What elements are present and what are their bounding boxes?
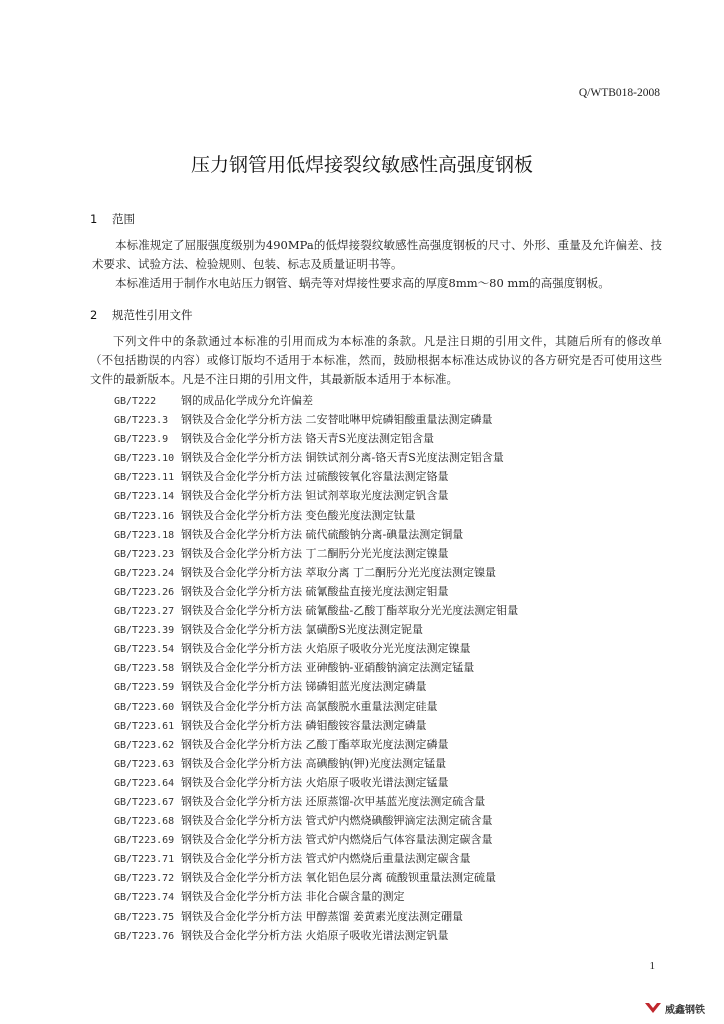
reference-item (114, 658, 634, 677)
reference-code: GB/T223.24 (114, 567, 175, 579)
reference-item (114, 735, 634, 754)
reference-title: 钢铁及合金化学分析方法 硫代硫酸钠分离-碘量法测定铜量 (181, 527, 464, 541)
reference-item (114, 887, 634, 906)
reference-item (114, 620, 634, 639)
reference-item (114, 563, 634, 582)
reference-title: 钢铁及合金化学分析方法 变色酸光度法测定钛量 (181, 508, 416, 522)
reference-title: 钢的成品化学成分允许偏差 (181, 394, 313, 407)
reference-code: GB/T223.69 (114, 835, 175, 847)
reference-item (114, 716, 634, 735)
reference-title: 钢铁及合金化学分析方法 火焰原子吸收分光光度法测定镍量 (181, 642, 471, 656)
reference-title: 钢铁及合金化学分析方法 硫氰酸盐直接光度法测定钼量 (181, 584, 449, 598)
reference-item (114, 926, 634, 945)
reference-title: 钢铁及合金化学分析方法 管式炉内燃烧碘酸钾滴定法测定硫含量 (181, 814, 493, 828)
reference-code: GB/T223.26 (114, 586, 175, 598)
reference-item (114, 429, 634, 448)
reference-item (114, 677, 634, 696)
reference-title: 钢铁及合金化学分析方法 高碘酸钠(钾)光度法测定锰量 (181, 756, 447, 770)
reference-code: GB/T223.18 (114, 529, 175, 541)
reference-code: GB/T223.63 (114, 758, 175, 770)
reference-code: GB/T223.3 (114, 415, 169, 427)
reference-code: GB/T223.64 (114, 777, 175, 789)
reference-code: GB/T222 (114, 396, 157, 407)
reference-item (114, 639, 634, 658)
reference-code: GB/T223.75 (114, 911, 175, 923)
reference-code: GB/T223.62 (114, 739, 175, 751)
reference-title: 钢铁及合金化学分析方法 氯磺酚S光度法测定铌量 (181, 623, 424, 637)
reference-list (114, 391, 634, 945)
section-heading-normative-references (90, 307, 193, 323)
reference-item (114, 868, 634, 887)
reference-code: GB/T223.54 (114, 644, 175, 656)
reference-item (114, 525, 634, 544)
reference-code: GB/T223.11 (114, 472, 175, 484)
reference-title: 钢铁及合金化学分析方法 萃取分离 丁二酮肟分光光度法测定镍量 (181, 565, 496, 579)
reference-item (114, 811, 634, 830)
reference-item (114, 486, 634, 505)
section-title: 规范性引用文件 (112, 308, 193, 322)
references-intro-paragraph: 下列文件中的条款通过本标准的引用而成为本标准的条款。凡是注日期的引用文件，其随后所有的修改单（不包括勘误的内容）或修订版均不适用于本标准，然而，鼓励根据本标准达成协议的各方研究是否可使用这些文件的最新版本。凡是不注日期的引用文件，其最新版本适用于本标准。 (90, 334, 662, 386)
scope-paragraph-2: 本标准适用于制作水电站压力钢管、蜗壳等对焊接性要求高的厚度8mm～80 mm的高强度钢板。 (115, 276, 610, 290)
reference-item (114, 448, 634, 467)
reference-title: 钢铁及合金化学分析方法 高氯酸脱水重量法测定硅量 (181, 699, 438, 713)
reference-code: GB/T223.10 (114, 453, 175, 465)
reference-title: 钢铁及合金化学分析方法 硫氰酸盐-乙酸丁酯萃取分光光度法测定钼量 (181, 604, 519, 618)
reference-code: GB/T223.9 (114, 434, 169, 446)
reference-item (114, 754, 634, 773)
page-number: 1 (649, 960, 655, 972)
reference-code: GB/T223.67 (114, 796, 175, 808)
reference-code: GB/T223.39 (114, 625, 175, 637)
reference-item (114, 544, 634, 563)
section-number: 2 (90, 308, 98, 322)
section-number: 1 (90, 212, 98, 226)
section-heading-scope (90, 211, 135, 227)
reference-title: 钢铁及合金化学分析方法 氧化铝色层分离 硫酸钡重量法测定硫量 (181, 871, 496, 885)
reference-item (114, 792, 634, 811)
reference-title: 钢铁及合金化学分析方法 乙酸丁酯萃取光度法测定磷量 (181, 737, 449, 751)
reference-title: 钢铁及合金化学分析方法 丁二酮肟分光光度法测定镍量 (181, 546, 449, 560)
reference-item (114, 907, 634, 926)
reference-code: GB/T223.71 (114, 854, 175, 866)
reference-item (114, 601, 634, 620)
reference-item (114, 773, 634, 792)
logo-mark-icon (644, 1001, 662, 1015)
reference-item (114, 391, 634, 410)
reference-code: GB/T223.74 (114, 892, 175, 904)
reference-title: 钢铁及合金化学分析方法 甲醇蒸馏 姜黄素光度法测定硼量 (181, 909, 463, 923)
reference-title: 钢铁及合金化学分析方法 还原蒸馏-次甲基蓝光度法测定硫含量 (181, 794, 486, 808)
reference-title: 钢铁及合金化学分析方法 过硫酸铵氧化容量法测定铬量 (181, 470, 449, 484)
reference-item (114, 582, 634, 601)
reference-code: GB/T223.14 (114, 491, 175, 503)
scope-paragraph-1: 本标准规定了屈服强度级别为490MPa的低焊接裂纹敏感性高强度钢板的尺寸、外形、重量及允许偏差、技术要求、试验方法、检验规则、包装、标志及质量证明书等。 (92, 238, 662, 271)
reference-item (114, 830, 634, 849)
reference-item (114, 410, 634, 429)
reference-code: GB/T223.60 (114, 701, 175, 713)
document-title: 压力钢管用低焊接裂纹敏感性高强度钢板 (190, 154, 533, 176)
reference-title: 钢铁及合金化学分析方法 锑磷钼蓝光度法测定磷量 (181, 680, 427, 694)
reference-code: GB/T223.76 (114, 930, 175, 942)
reference-code: GB/T223.16 (114, 510, 175, 522)
reference-title: 钢铁及合金化学分析方法 铬天青S光度法测定铝含量 (181, 432, 435, 446)
reference-item (114, 506, 634, 525)
reference-code: GB/T223.61 (114, 720, 175, 732)
reference-title: 钢铁及合金化学分析方法 管式炉内燃烧后气体容量法测定碳含量 (181, 833, 493, 847)
reference-code: GB/T223.68 (114, 816, 175, 828)
reference-code: GB/T223.58 (114, 663, 175, 675)
section-title: 范围 (112, 212, 135, 226)
company-logo (644, 998, 710, 1018)
reference-title: 钢铁及合金化学分析方法 亚砷酸钠-亚硝酸钠滴定法测定锰量 (181, 661, 475, 675)
reference-title: 钢铁及合金化学分析方法 火焰原子吸收光谱法测定锰量 (181, 775, 449, 789)
reference-code: GB/T223.72 (114, 873, 175, 885)
reference-title: 钢铁及合金化学分析方法 钽试剂萃取光度法测定钒含量 (181, 489, 449, 503)
reference-title: 钢铁及合金化学分析方法 管式炉内燃烧后重量法测定碳含量 (181, 852, 471, 866)
reference-title: 钢铁及合金化学分析方法 二安替吡啉甲烷磷钼酸重量法测定磷量 (181, 413, 493, 427)
reference-item (114, 467, 634, 486)
logo-text: 威鑫钢铁 (665, 1004, 705, 1016)
reference-code: GB/T223.27 (114, 606, 175, 618)
reference-title: 钢铁及合金化学分析方法 火焰原子吸收光谱法测定钒量 (181, 928, 449, 942)
reference-code: GB/T223.23 (114, 548, 175, 560)
document-code: Q/WTB018-2008 (578, 87, 660, 99)
reference-item (114, 849, 634, 868)
reference-title: 钢铁及合金化学分析方法 非化合碳含量的测定 (181, 890, 405, 904)
reference-title: 钢铁及合金化学分析方法 磷钼酸铵容量法测定磷量 (181, 718, 427, 732)
reference-item (114, 697, 634, 716)
reference-title: 钢铁及合金化学分析方法 铜铁试剂分离-铬天青S光度法测定铝含量 (181, 451, 504, 465)
reference-code: GB/T223.59 (114, 682, 175, 694)
